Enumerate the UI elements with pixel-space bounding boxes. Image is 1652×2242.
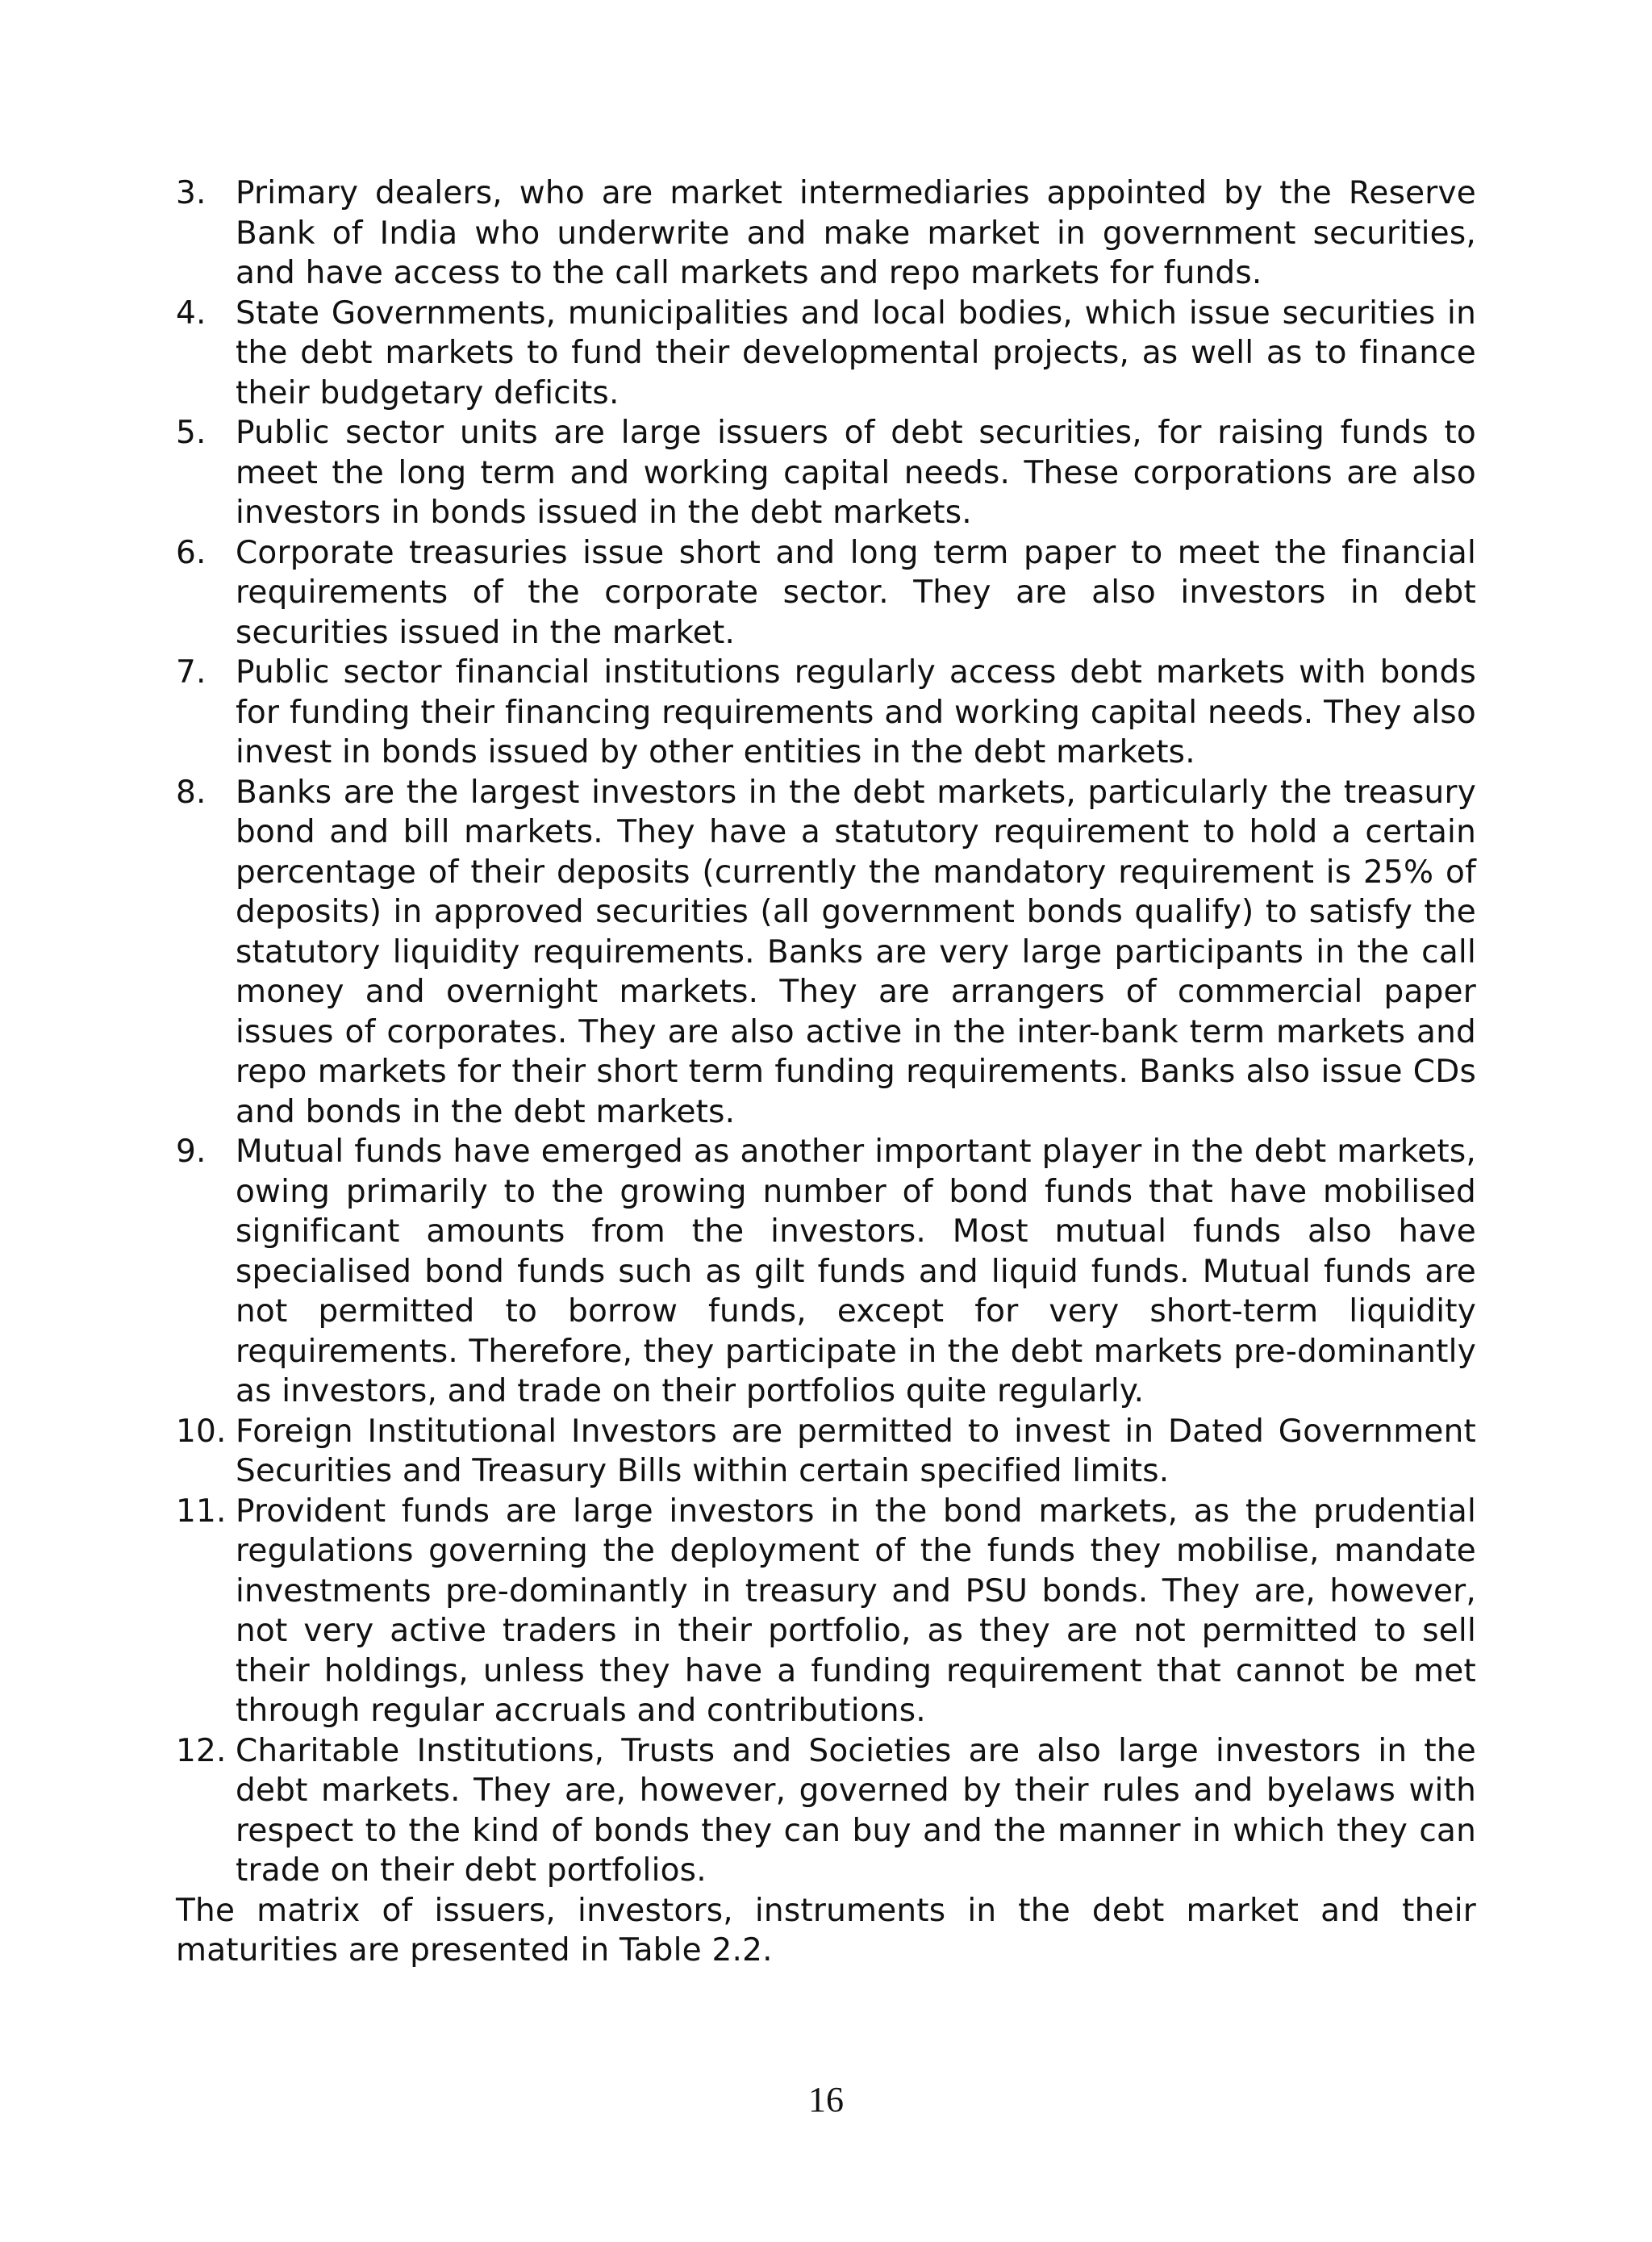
closing-paragraph: The matrix of issuers, investors, instruments in the debt market and their maturities are presented in Table 2.2. [176, 1892, 1476, 1969]
list-item-text: Public sector financial institutions regularly access debt markets with bonds for funding their financing requirements and working capital needs. They also invest in bonds issued by other entities in the debt markets. [236, 654, 1476, 770]
list-item [176, 653, 1476, 773]
list-item-number: 6. [176, 534, 206, 571]
page-body [176, 173, 1476, 1971]
list-item-text: Mutual funds have emerged as another important player in the debt markets, owing primarily to the growing number of bond funds that have mobilised significant amounts from the investors. Most mutual funds also have specialised bond funds such as gilt funds and liquid funds. Mutual funds are not permitted to borrow funds, except for very short-term liquidity requirements. Therefore, they participate in the debt markets pre-dominantly as investors, and trade on their portfolios quite regularly. [236, 1134, 1476, 1409]
list-item [176, 413, 1476, 533]
list-item [176, 1412, 1476, 1492]
list-item-text: State Governments, municipalities and local bodies, which issue securities in the debt markets to fund their developmental projects, as well as to finance their budgetary deficits. [236, 294, 1476, 411]
list-item-number: 5. [176, 415, 206, 451]
list-item-text: Public sector units are large issuers of debt securities, for raising funds to meet the long term and working capital needs. These corporations are also investors in bonds issued in the debt markets. [236, 415, 1476, 531]
list-item-number: 11. [176, 1493, 227, 1530]
page-number: 16 [808, 2080, 844, 2119]
list-item-number: 9. [176, 1134, 206, 1170]
list-item [176, 1492, 1476, 1731]
list-item-text: Banks are the largest investors in the debt markets, particularly the treasury bond and bill markets. They have a statutory requirement to hold a certain percentage of their deposits (currently the mandatory requirement is 25% of deposits) in approved securities (all government bonds qualify) to satisfy the statutory liquidity requirements. Banks are very large participants in the call money and overnight markets. They are arrangers of commercial paper issues of corporates. They are also active in the inter-bank term markets and repo markets for their short term funding requirements. Banks also issue CDs and bonds in the debt markets. [236, 774, 1476, 1130]
list-item [176, 294, 1476, 414]
list-item [176, 173, 1476, 294]
list-item-text: Foreign Institutional Investors are permitted to invest in Dated Government Securities and Treasury Bills within certain specified limits. [236, 1413, 1476, 1489]
list-item-number: 12. [176, 1732, 227, 1769]
list-item [176, 533, 1476, 653]
list-item-number: 3. [176, 175, 206, 211]
list-item-text: Corporate treasuries issue short and long term paper to meet the financial requirements of the corporate sector. They are also investors in debt securities issued in the market. [236, 534, 1476, 651]
list-item [176, 1132, 1476, 1412]
list-item-text: Primary dealers, who are market intermediaries appointed by the Reserve Bank of India who underwrite and make market in government securities, and have access to the call markets and repo markets for funds. [236, 175, 1476, 291]
list-item [176, 1731, 1476, 1891]
list-item-number: 4. [176, 294, 206, 332]
list-item-number: 7. [176, 654, 206, 691]
list-item [176, 773, 1476, 1133]
participants-list [176, 173, 1476, 1891]
list-item-number: 8. [176, 774, 206, 811]
list-item-number: 10. [176, 1413, 227, 1450]
list-item-text: Provident funds are large investors in the bond markets, as the prudential regulations governing the deployment of the funds they mobilise, mandate investments pre-dominantly in treasury and PSU bonds. They are, however, not very active traders in their portfolio, as they are not permitted to sell their holdings, unless they have a funding requirement that cannot be met through regular accruals and contributions. [236, 1493, 1476, 1729]
list-item-text: Charitable Institutions, Trusts and Societies are also large investors in the debt markets. They are, however, governed by their rules and byelaws with respect to the kind of bonds they can buy and the manner in which they can trade on their debt portfolios. [236, 1732, 1476, 1889]
